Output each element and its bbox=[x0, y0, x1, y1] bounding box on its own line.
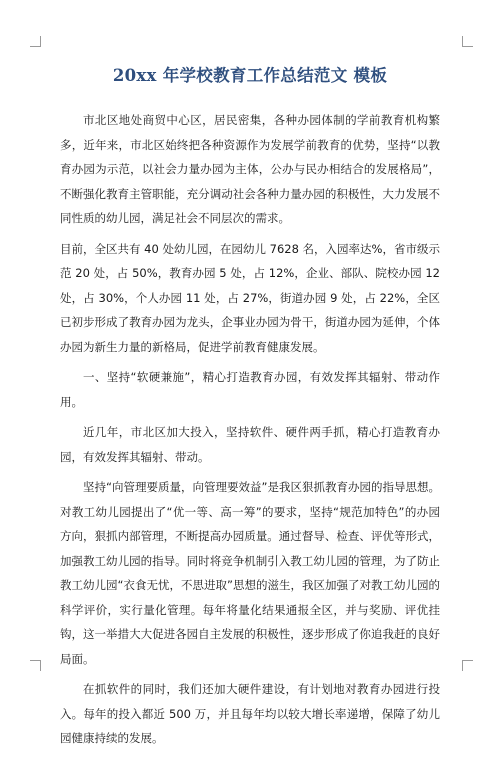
crop-mark-top-right bbox=[462, 36, 473, 47]
paragraph-management: 坚持“向管理要质量，向管理要效益”是我区狠抓教育办园的指导思想。对教工幼儿园提出了“优一等、高一筹”的要求，坚持“规范加特色”的办园方向，狠抓内部管理，不断提高办园质量。通过督导、检查、评优等形式，加强教工幼儿园的指导。同时将竞争机制引入教工幼儿园的管理，为了防止教工幼儿园“衣食无忧，不思进取”思想的滋生，我区加强了对教工幼儿园的科学评价，实行量化管理。每年将量化结果通报全区，并与奖励、评优挂钩，这一举措大大促进各园自主发展的积极性，逐步形成了你追我赶的良好局面。 bbox=[60, 480, 440, 666]
paragraph-statistics: 目前，全区共有 40 处幼儿园，在园幼儿 7628 名，入园率达%，省市级示范 20 处，占 50%，教育办园 5 处，占 12%，企业、部队、院校办园 12 处，占 30%，个人办园 11 处，占 27%，街道办园 9 处，占 22%，全区已初步形成了教育办园为龙头，企事业办园为骨干，街道办园为延伸，个体办园为新生力量的新格局，促进学前教育健康发展。 bbox=[60, 241, 440, 354]
crop-mark-top-left bbox=[30, 36, 41, 47]
crop-mark-bottom-right bbox=[462, 660, 473, 671]
paragraph-hardware: 在抓软件的同时，我们还加大硬件建设，有计划地对教育办园进行投入。每年的投入都近 500 万，并且每年均以较大增长率递增，保障了幼儿园健康持续的发展。 bbox=[60, 682, 440, 745]
section-heading-1: 一、坚持“软硬兼施”，精心打造教育办园，有效发挥其辐射、带动作用。 bbox=[60, 370, 440, 409]
document-body bbox=[60, 108, 440, 757]
paragraph-investment: 近几年，市北区加大投入，坚持软件、硬件两手抓，精心打造教育办园，有效发挥其辐射、带动。 bbox=[60, 425, 440, 464]
paragraph-intro: 市北区地处商贸中心区，居民密集，各种办园体制的学前教育机构繁多，近年来，市北区始终把各种资源作为发展学前教育的优势，坚持“以教育办园为示范，以社会力量办园为主体，公办与民办相结合的发展格局”，不断强化教育主管职能，充分调动社会各种力量办园的积极性，大力发展不同性质的幼儿园，满足社会不同层次的需求。 bbox=[60, 113, 440, 225]
document-title: 20xx 年学校教育工作总结范文 模板 bbox=[112, 66, 388, 85]
crop-mark-bottom-left bbox=[30, 660, 41, 671]
